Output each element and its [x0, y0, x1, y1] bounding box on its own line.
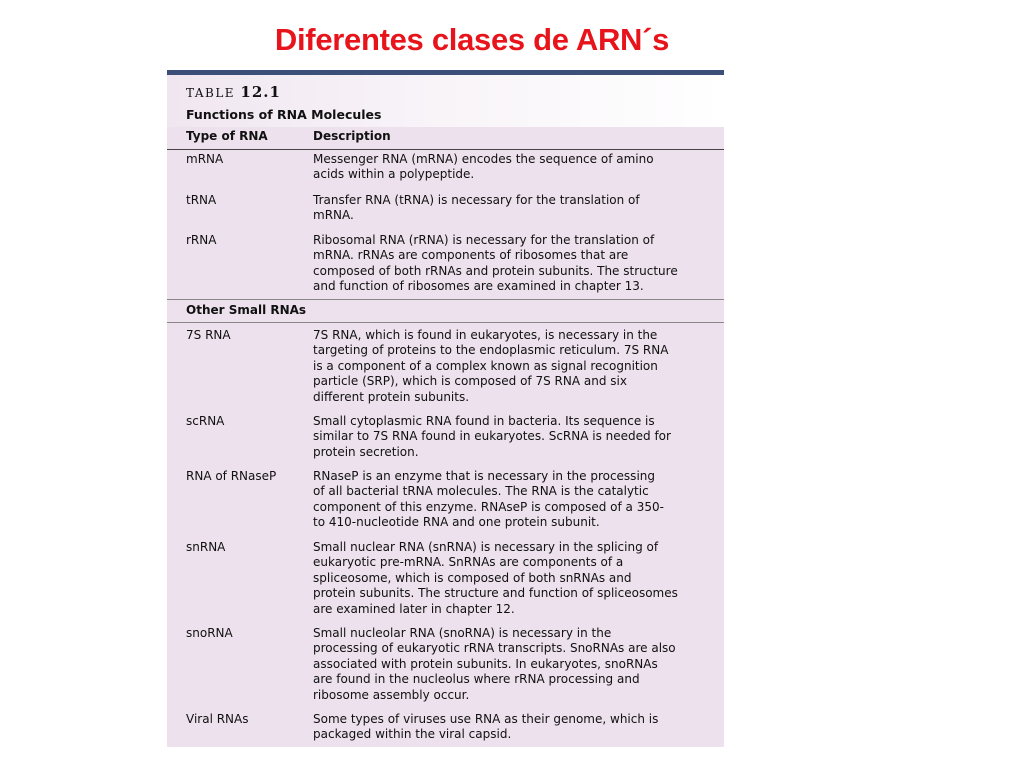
description-line: mRNA.	[313, 208, 354, 223]
row-description	[313, 712, 708, 743]
table-label-number: 12.1	[240, 83, 281, 101]
description-line: protein subunits. The structure and function of spliceosomes	[313, 586, 678, 601]
description-line: ribosome assembly occur.	[313, 687, 470, 702]
table-caption: Functions of RNA Molecules	[186, 107, 382, 122]
row-type: scRNA	[186, 414, 225, 428]
description-line: are found in the nucleolus where rRNA processing and	[313, 672, 640, 687]
description-line: to 410-nucleotide RNA and one protein subunit.	[313, 515, 600, 530]
row-type: snoRNA	[186, 626, 233, 640]
description-line: Ribosomal RNA (rRNA) is necessary for the translation of	[313, 233, 655, 247]
description-line: protein secretion.	[313, 444, 419, 459]
description-line: Some types of viruses use RNA as their genome, which is	[313, 712, 659, 726]
row-description	[313, 152, 708, 183]
subheading-rule-top	[167, 299, 724, 300]
description-line: mRNA. rRNAs are components of ribosomes that are	[313, 248, 629, 263]
description-line: and function of ribosomes are examined in chapter 13.	[313, 279, 644, 294]
row-type: 7S RNA	[186, 328, 231, 342]
description-line: spliceosome, which is composed of both snRNAs and	[313, 570, 632, 585]
description-line: Small nuclear RNA (snRNA) is necessary in the splicing of	[313, 540, 659, 554]
description-line: targeting of proteins to the endoplasmic reticulum. 7S RNA	[313, 343, 669, 358]
column-header-type: Type of RNA	[186, 129, 268, 143]
rna-table-figure	[167, 70, 724, 747]
description-line: composed of both rRNAs and protein subunits. The structure	[313, 263, 678, 278]
subheading-rule-bottom	[167, 322, 724, 323]
subheading-other-small-rnas: Other Small RNAs	[186, 303, 307, 317]
row-type: rRNA	[186, 233, 217, 247]
description-line: acids within a polypeptide.	[313, 167, 475, 182]
row-type: RNA of RNaseP	[186, 469, 277, 483]
description-line: similar to 7S RNA found in eukaryotes. ScRNA is needed for	[313, 429, 671, 444]
description-line: component of this enzyme. RNAseP is composed of a 350-	[313, 499, 664, 514]
row-type: mRNA	[186, 152, 224, 166]
row-type: snRNA	[186, 540, 226, 554]
table-label	[186, 83, 281, 101]
description-line: packaged within the viral capsid.	[313, 727, 512, 742]
table-head	[167, 75, 724, 127]
description-line: processing of eukaryotic rRNA transcripts. SnoRNAs are also	[313, 641, 676, 656]
description-line: Messenger RNA (mRNA) encodes the sequence of amino	[313, 152, 654, 166]
description-line: Small nucleolar RNA (snoRNA) is necessary in the	[313, 626, 612, 640]
description-line: Small cytoplasmic RNA found in bacteria. Its sequence is	[313, 414, 655, 428]
description-line: are examined later in chapter 12.	[313, 601, 515, 616]
slide-title: Diferentes clases de ARN´s	[274, 22, 670, 57]
row-description	[313, 469, 708, 531]
description-line: 7S RNA, which is found in eukaryotes, is necessary in the	[313, 328, 658, 342]
description-line: associated with protein subunits. In eukaryotes, snoRNAs	[313, 656, 658, 671]
table-label-word: TABLE	[186, 86, 236, 100]
description-line: of all bacterial tRNA molecules. The RNA is the catalytic	[313, 484, 649, 499]
description-line: is a component of a complex known as signal recognition	[313, 358, 658, 373]
row-description	[313, 328, 708, 405]
description-line: eukaryotic pre-mRNA. SnRNAs are components of a	[313, 555, 624, 570]
row-type: Viral RNAs	[186, 712, 249, 726]
description-line: different protein subunits.	[313, 389, 470, 404]
description-line: Transfer RNA (tRNA) is necessary for the translation of	[313, 193, 640, 207]
row-type: tRNA	[186, 193, 217, 207]
header-rule	[167, 149, 724, 150]
row-description	[313, 414, 708, 460]
description-line: RNaseP is an enzyme that is necessary in the processing	[313, 469, 655, 483]
row-description	[313, 233, 708, 295]
column-header-description: Description	[313, 129, 391, 143]
row-description	[313, 626, 708, 703]
description-line: particle (SRP), which is composed of 7S RNA and six	[313, 374, 627, 389]
row-description	[313, 193, 708, 224]
row-description	[313, 540, 708, 617]
